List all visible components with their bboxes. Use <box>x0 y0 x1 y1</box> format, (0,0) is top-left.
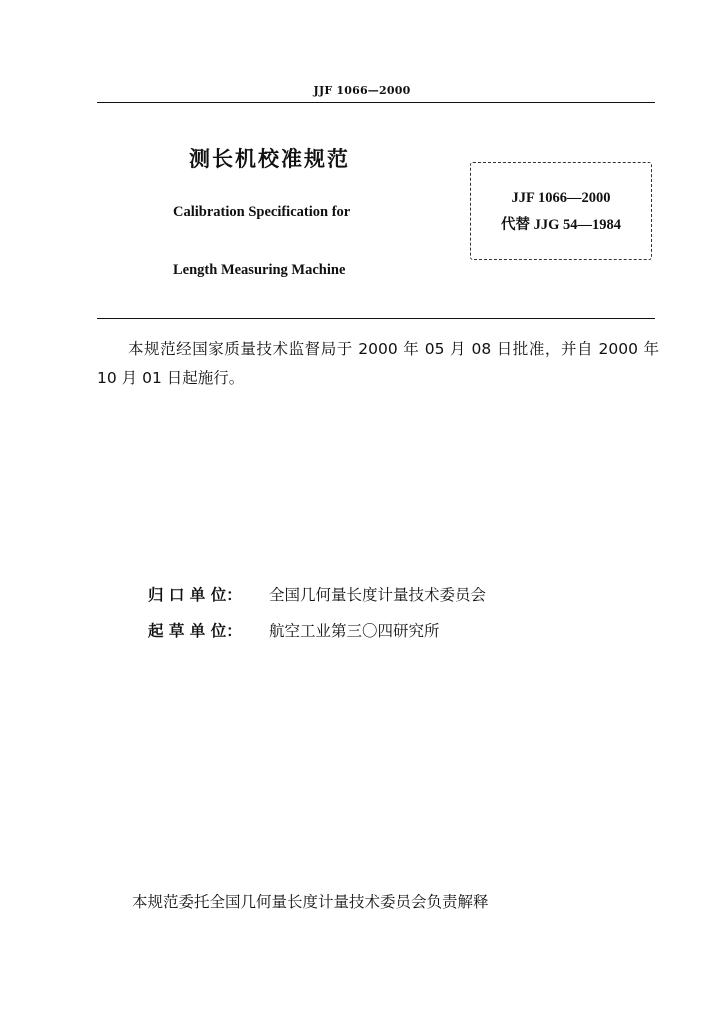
title-chinese: 测长机校准规范 <box>189 147 350 171</box>
drafting-unit-row <box>148 619 440 641</box>
code-box-code: JJF 1066—2000 <box>511 190 611 206</box>
header-rule <box>97 102 655 103</box>
title-english-line2: Length Measuring Machine <box>173 262 346 278</box>
interpretation-note: 本规范委托全国几何量长度计量技术委员会负责解释 <box>132 893 489 911</box>
responsible-unit-row <box>148 583 486 605</box>
responsible-unit-value: 全国几何量长度计量技术委员会 <box>269 586 487 604</box>
drafting-unit-value: 航空工业第三〇四研究所 <box>269 622 440 640</box>
standard-code-box <box>470 162 652 260</box>
approval-text: 本规范经国家质量技术监督局于 2000 年 05 月 08 日批准，并自 2000 年 10 月 01 日起施行。 <box>97 340 659 387</box>
responsible-unit-label: 归 口 单 位： <box>148 586 242 604</box>
drafting-unit-label: 起 草 单 位： <box>148 622 242 640</box>
code-box-replaces: 代替 JJG 54—1984 <box>500 217 622 233</box>
section-rule <box>97 318 655 319</box>
header-standard-code: JJF 1066—2000 <box>313 84 411 97</box>
title-english-line1: Calibration Specification for <box>173 204 351 220</box>
